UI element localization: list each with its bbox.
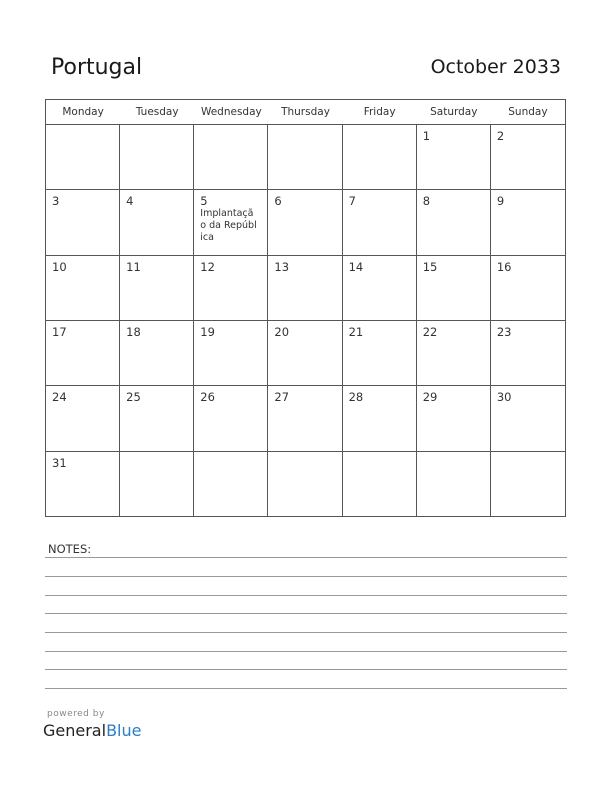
day-cell	[417, 321, 491, 386]
day-number: 29	[422, 390, 438, 405]
weekday-header: Friday	[363, 106, 396, 118]
day-cell	[120, 321, 194, 386]
day-cell	[491, 386, 565, 451]
day-cell	[194, 452, 268, 517]
day-number: 28	[348, 390, 364, 405]
day-cell	[268, 452, 342, 517]
day-cell	[343, 256, 417, 321]
day-cell	[268, 256, 342, 321]
day-number: 15	[422, 259, 438, 274]
day-number: 23	[496, 325, 512, 339]
note-line	[45, 557, 567, 558]
day-number: 17	[52, 325, 67, 339]
day-number: 3	[52, 194, 60, 209]
note-line	[45, 613, 567, 614]
holiday-label: Implantação da República	[200, 208, 257, 244]
day-number: 9	[496, 194, 505, 209]
day-number: 30	[496, 390, 512, 405]
note-line	[45, 632, 567, 633]
day-number: 10	[52, 259, 67, 274]
day-cell	[120, 256, 194, 321]
day-cells	[46, 125, 565, 517]
day-number: 24	[52, 390, 67, 405]
note-line	[45, 669, 567, 670]
day-cell	[343, 321, 417, 386]
day-number: 12	[200, 259, 215, 274]
day-cell	[491, 256, 565, 321]
day-number: 1	[422, 129, 431, 143]
day-number: 2	[496, 129, 505, 143]
day-cell	[120, 452, 194, 517]
day-cell	[417, 452, 491, 517]
day-cell	[120, 190, 194, 255]
day-cell	[491, 452, 565, 517]
day-cell	[194, 386, 268, 451]
day-cell	[268, 386, 342, 451]
day-number: 26	[200, 390, 215, 405]
note-line	[45, 651, 567, 652]
day-cell	[120, 386, 194, 451]
weekday-header: Monday	[62, 106, 104, 118]
day-number: 5	[200, 194, 208, 209]
day-cell	[46, 452, 120, 517]
weekday-header-row	[46, 100, 565, 125]
powered-by-text: powered by	[47, 709, 105, 719]
day-number: 13	[274, 259, 290, 274]
day-cell	[417, 256, 491, 321]
day-number: 6	[274, 194, 282, 209]
day-cell	[46, 256, 120, 321]
day-cell	[343, 452, 417, 517]
day-cell	[491, 125, 565, 190]
day-cell	[343, 190, 417, 255]
brand-logo	[43, 721, 141, 740]
day-number: 4	[126, 194, 134, 209]
weekday-header: Sunday	[508, 106, 548, 118]
weekday-header: Wednesday	[200, 106, 262, 118]
country-title: Portugal	[51, 55, 143, 80]
day-cell	[491, 190, 565, 255]
day-cell	[194, 321, 268, 386]
weekday-header: Tuesday	[135, 106, 179, 118]
day-number: 14	[348, 259, 364, 274]
day-cell	[46, 321, 120, 386]
day-cell	[343, 386, 417, 451]
day-cell	[194, 256, 268, 321]
day-cell	[194, 190, 268, 255]
day-cell	[417, 190, 491, 255]
day-number: 31	[52, 455, 67, 470]
note-line	[45, 576, 567, 577]
day-cell	[343, 125, 417, 190]
day-cell	[46, 386, 120, 451]
day-number: 7	[348, 194, 356, 209]
day-cell	[417, 386, 491, 451]
day-number: 18	[126, 325, 141, 339]
weekday-header: Thursday	[281, 106, 330, 118]
brand-blue: Blue	[106, 721, 142, 740]
day-number: 11	[126, 259, 141, 274]
day-number: 22	[422, 325, 438, 339]
day-cell	[46, 190, 120, 255]
day-number: 16	[496, 259, 512, 274]
day-number: 27	[274, 390, 290, 405]
day-number: 8	[422, 194, 431, 209]
day-cell	[268, 190, 342, 255]
day-cell	[46, 125, 120, 190]
note-line	[45, 688, 567, 689]
notes-label: NOTES:	[48, 542, 92, 556]
day-number: 21	[348, 325, 364, 339]
day-number: 25	[126, 390, 141, 405]
weekday-header: Saturday	[430, 106, 478, 118]
brand-general: General	[43, 721, 107, 740]
day-cell	[268, 321, 342, 386]
month-year-title: October 2033	[430, 56, 561, 78]
day-cell	[194, 125, 268, 190]
note-line	[45, 595, 567, 596]
day-cell	[417, 125, 491, 190]
day-cell	[491, 321, 565, 386]
calendar-grid	[45, 99, 566, 517]
day-number: 20	[274, 325, 290, 339]
day-number: 19	[200, 325, 215, 339]
day-cell	[120, 125, 194, 190]
day-cell	[268, 125, 342, 190]
